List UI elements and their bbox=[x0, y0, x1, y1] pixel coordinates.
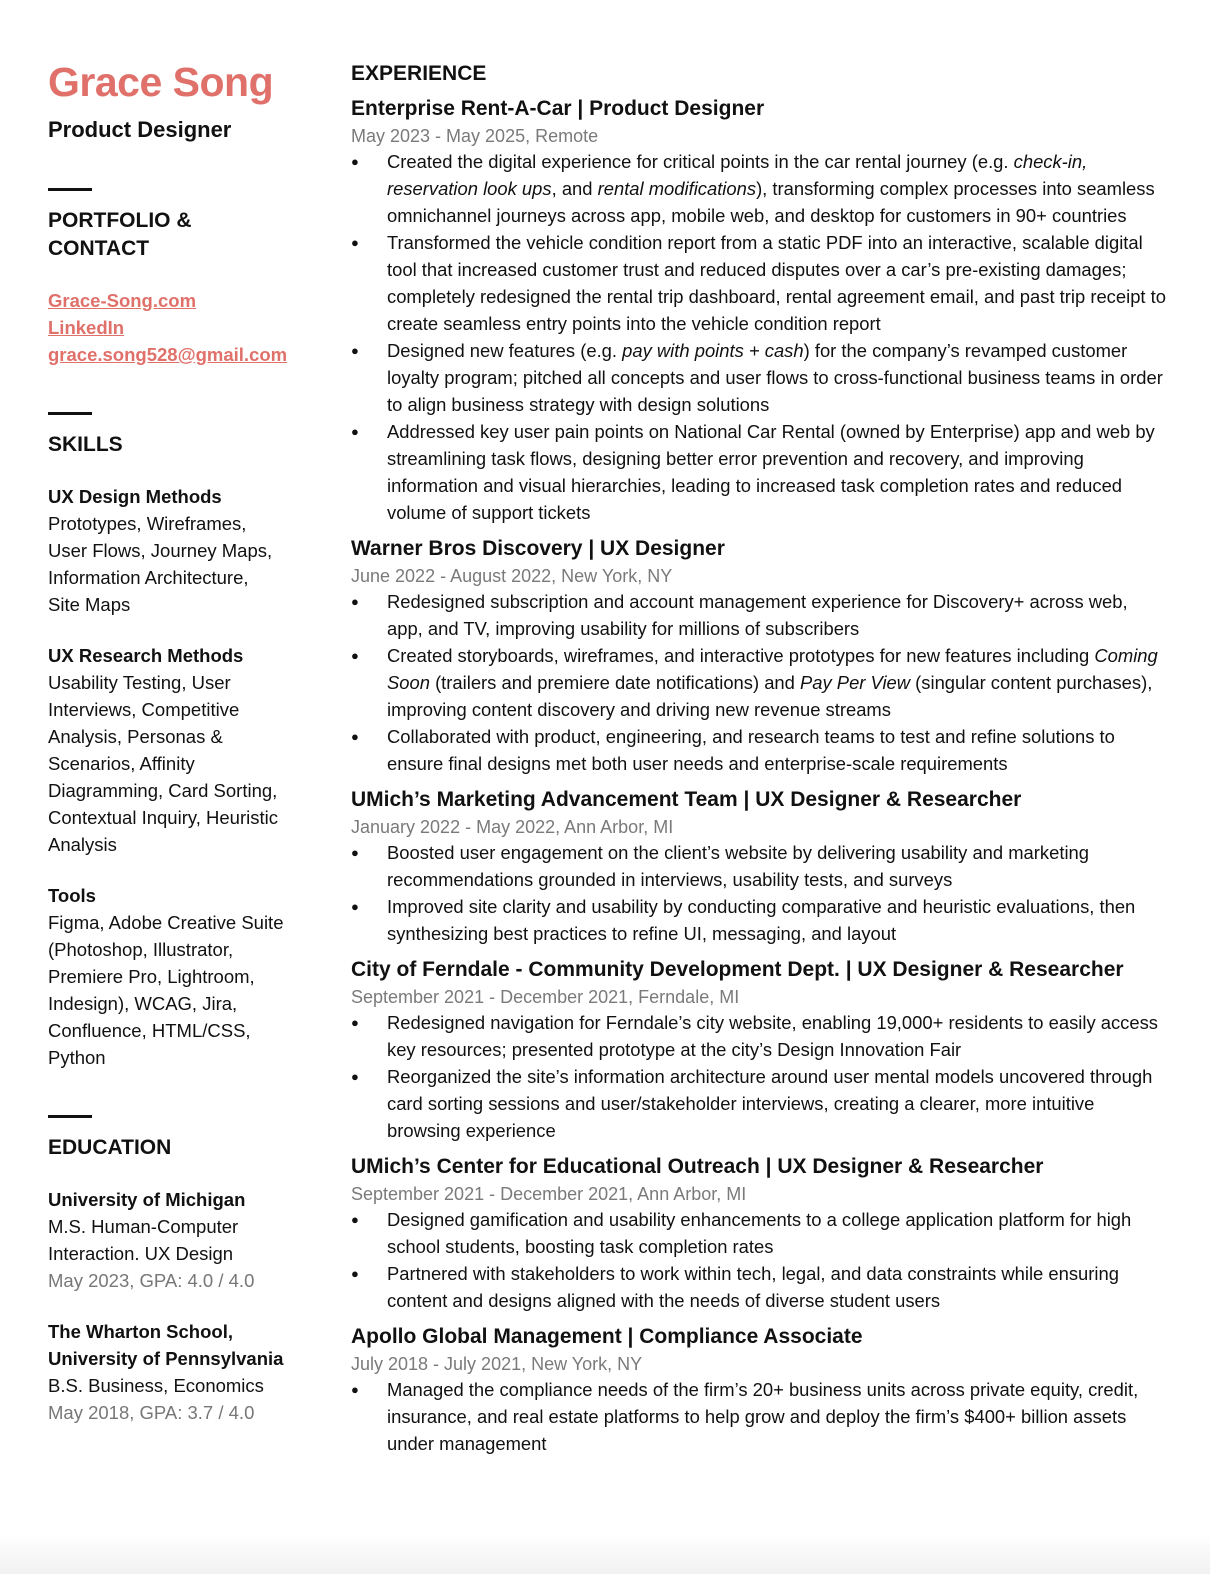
job-bullets bbox=[351, 1206, 1166, 1314]
school-name: The Wharton School, University of Pennsylvania bbox=[48, 1321, 284, 1369]
skill-group bbox=[48, 642, 310, 858]
job-bullets bbox=[351, 1376, 1166, 1457]
job-title: Apollo Global Management | Compliance Associate bbox=[351, 1325, 863, 1348]
job-bullet: ● Designed gamification and usability enhancements to a college application platform for high school students, boosting task completion rates bbox=[351, 1206, 1166, 1260]
job-dates-location: September 2021 - December 2021, Ferndale, MI bbox=[351, 987, 740, 1007]
job-title: UMich’s Center for Educational Outreach | UX Designer & Researcher bbox=[351, 1155, 1044, 1178]
job-entry bbox=[351, 1152, 1166, 1314]
job-bullet: ● Transformed the vehicle condition report from a static PDF into an interactive, scalable digital tool that increased customer trust and reduced disputes over a car’s pre-existing damages; completely redesigned the rental trip dashboard, rental agreement email, and past trip receipt to create seamless entry points into the vehicle condition report bbox=[351, 229, 1166, 337]
linkedin-link[interactable]: LinkedIn bbox=[48, 317, 125, 338]
job-title: UMich’s Marketing Advancement Team | UX Designer & Researcher bbox=[351, 788, 1022, 811]
skill-group-title: UX Research Methods bbox=[48, 645, 244, 666]
education-heading: EDUCATION bbox=[48, 1136, 172, 1159]
job-bullet: ● Redesigned navigation for Ferndale’s city website, enabling 19,000+ residents to easily access key resources; presented prototype at the city’s Design Innovation Fair bbox=[351, 1009, 1166, 1063]
sidebar bbox=[48, 58, 310, 1426]
experience-list bbox=[351, 94, 1166, 1457]
job-bullets bbox=[351, 1009, 1166, 1144]
skill-group-text: Usability Testing, User Interviews, Competitive Analysis, Personas & Scenarios, Affinity Diagramming, Card Sorting, Contextual Inquiry, Heuristic Analysis bbox=[48, 672, 278, 855]
job-title: Enterprise Rent-A-Car | Product Designer bbox=[351, 97, 765, 120]
education-list bbox=[48, 1186, 310, 1426]
contact-heading: PORTFOLIO & CONTACT bbox=[48, 209, 192, 260]
degree: B.S. Business, Economics bbox=[48, 1375, 264, 1396]
job-entry bbox=[351, 785, 1166, 947]
job-bullet: ● Addressed key user pain points on National Car Rental (owned by Enterprise) app and web by streamlining task flows, designing better error prevention and recovery, and improving information and visual hierarchies, leading to increased task completion rates and reduced volume of support tickets bbox=[351, 418, 1166, 526]
job-bullets bbox=[351, 839, 1166, 947]
portfolio-link[interactable]: Grace-Song.com bbox=[48, 290, 197, 311]
skill-group-text: Prototypes, Wireframes, User Flows, Journey Maps, Information Architecture, Site Maps bbox=[48, 513, 273, 615]
education-details: May 2023, GPA: 4.0 / 4.0 bbox=[48, 1270, 255, 1291]
job-dates-location: July 2018 - July 2021, New York, NY bbox=[351, 1354, 643, 1374]
job-entry bbox=[351, 955, 1166, 1144]
candidate-title: Product Designer bbox=[48, 117, 232, 142]
job-dates-location: June 2022 - August 2022, New York, NY bbox=[351, 566, 673, 586]
school-name: University of Michigan bbox=[48, 1189, 246, 1210]
job-bullets bbox=[351, 588, 1166, 777]
job-dates-location: September 2021 - December 2021, Ann Arbor, MI bbox=[351, 1184, 747, 1204]
contact-links bbox=[48, 287, 310, 368]
main-column bbox=[351, 58, 1166, 1457]
job-bullet: ● Designed new features (e.g. pay with points + cash) for the company’s revamped customer loyalty program; pitched all concepts and user flows to cross-functional business teams in order to align business strategy with design solutions bbox=[351, 337, 1166, 418]
skills-list bbox=[48, 483, 310, 1071]
job-bullet: ● Created storyboards, wireframes, and interactive prototypes for new features including Coming Soon (trailers and premiere date notifications) and Pay Per View (singular content purchases), improving content discovery and driving new revenue streams bbox=[351, 642, 1166, 723]
degree: M.S. Human-Computer Interaction. UX Design bbox=[48, 1216, 239, 1264]
job-bullet: ● Partnered with stakeholders to work within tech, legal, and data constraints while ensuring content and designs aligned with the needs of diverse student users bbox=[351, 1260, 1166, 1314]
education-details: May 2018, GPA: 3.7 / 4.0 bbox=[48, 1402, 255, 1423]
education-entry bbox=[48, 1318, 310, 1426]
job-entry bbox=[351, 1322, 1166, 1457]
job-title: City of Ferndale - Community Development Dept. | UX Designer & Researcher bbox=[351, 958, 1124, 981]
skill-group-title: Tools bbox=[48, 885, 96, 906]
email-link[interactable]: grace.song528@gmail.com bbox=[48, 344, 288, 365]
job-bullet: ● Reorganized the site’s information architecture around user mental models uncovered through card sorting sessions and user/stakeholder interviews, creating a clearer, more intuitive browsing experience bbox=[351, 1063, 1166, 1144]
candidate-name: Grace Song bbox=[48, 59, 274, 105]
education-entry bbox=[48, 1186, 310, 1294]
job-bullet: ● Collaborated with product, engineering, and research teams to test and refine solutions to ensure final designs met both user needs and enterprise-scale requirements bbox=[351, 723, 1166, 777]
job-bullet: ● Managed the compliance needs of the firm’s 20+ business units across private equity, credit, insurance, and real estate platforms to help grow and deploy the firm’s $400+ billion assets under management bbox=[351, 1376, 1166, 1457]
skill-group bbox=[48, 882, 310, 1071]
job-dates-location: January 2022 - May 2022, Ann Arbor, MI bbox=[351, 817, 674, 837]
job-bullet: ● Boosted user engagement on the client’s website by delivering usability and marketing recommendations grounded in interviews, usability tests, and surveys bbox=[351, 839, 1166, 893]
job-dates-location: May 2023 - May 2025, Remote bbox=[351, 126, 599, 146]
job-title: Warner Bros Discovery | UX Designer bbox=[351, 537, 725, 560]
job-bullet: ● Improved site clarity and usability by conducting comparative and heuristic evaluations, then synthesizing best practices to refine UI, messaging, and layout bbox=[351, 893, 1166, 947]
section-divider bbox=[48, 188, 92, 191]
job-bullets bbox=[351, 148, 1166, 526]
job-entry bbox=[351, 94, 1166, 526]
experience-heading: EXPERIENCE bbox=[351, 62, 487, 85]
skill-group-title: UX Design Methods bbox=[48, 486, 222, 507]
job-entry bbox=[351, 534, 1166, 777]
page-bottom-shadow bbox=[0, 1534, 1210, 1574]
job-bullet: ● Created the digital experience for critical points in the car rental journey (e.g. check-in, reservation look ups, and rental modifications), transforming complex processes into seamless omnichannel journeys across app, mobile web, and desktop for customers in 90+ countries bbox=[351, 148, 1166, 229]
job-bullet: ● Redesigned subscription and account management experience for Discovery+ across web, app, and TV, improving usability for millions of subscribers bbox=[351, 588, 1166, 642]
skill-group bbox=[48, 483, 310, 618]
skills-heading: SKILLS bbox=[48, 433, 123, 456]
section-divider bbox=[48, 1115, 92, 1118]
section-divider bbox=[48, 412, 92, 415]
skill-group-text: Figma, Adobe Creative Suite (Photoshop, Illustrator, Premiere Pro, Lightroom, Indesign), WCAG, Jira, Confluence, HTML/CSS, Python bbox=[48, 912, 284, 1068]
